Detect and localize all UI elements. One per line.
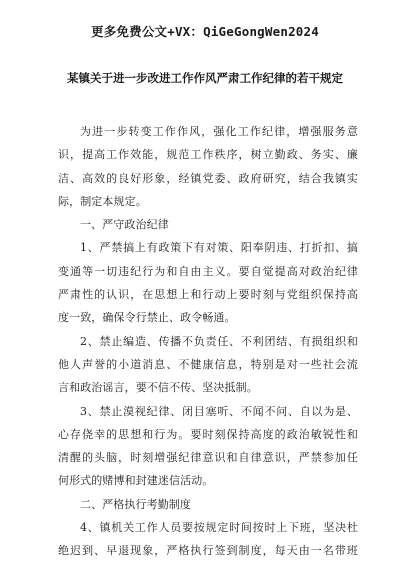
section-heading — [58, 213, 358, 236]
text-line: 二、严格执行考勤制度 — [80, 497, 191, 511]
text-line: 他人声誉的小道消息、不健康信息，特别是对一些社会流 — [58, 357, 358, 371]
text-line: 绝迟到、早退现象，严格执行签到制度，每天由一名带班 — [58, 544, 358, 558]
text-line: 一、严守政治纪律 — [80, 218, 169, 232]
promo-banner: 更多免费公文+VX：QiGeGongWen2024 — [91, 24, 319, 39]
section-heading — [58, 493, 358, 516]
paragraph — [58, 120, 358, 213]
text-line: 3、禁止漠视纪律、闭目塞听、不闻不问、自以为是、 — [80, 404, 358, 418]
paragraph — [58, 400, 358, 493]
text-line: 度一致，确保令行禁止、政令畅通。 — [58, 311, 236, 325]
text-line: 清醒的头脑，时刻增强纪律意识和自律意识，严禁参加任 — [58, 451, 358, 465]
text-line: 严肃性的认识，在思想上和行动上要时刻与党组织保持高 — [58, 288, 358, 302]
paragraph — [58, 236, 358, 329]
document-body — [58, 120, 358, 563]
text-line: 4、镇机关工作人员要按规定时间按时上下班，坚决杜 — [80, 521, 358, 535]
paragraph — [58, 516, 358, 563]
text-line: 何形式的赌博和封建迷信活动。 — [58, 474, 214, 488]
text-line: 际，制定本规定。 — [58, 194, 147, 208]
text-line: 1、严禁搞上有政策下有对策、阳奉阴违、打折扣、搞 — [80, 241, 358, 255]
paragraph — [58, 330, 358, 400]
document-title: 某镇关于进一步改进工作作风严肃工作纪律的若干规定 — [67, 71, 343, 85]
text-line: 变通等一切违纪行为和自由主义。要自觉提高对政治纪律 — [58, 264, 358, 278]
text-line: 洁、高效的良好形象，经镇党委、政府研究，结合我镇实 — [58, 171, 358, 185]
text-line: 识，提高工作效能，规范工作秩序，树立勤政、务实、廉 — [58, 148, 358, 162]
text-line: 为进一步转变工作作风，强化工作纪律，增强服务意 — [80, 125, 358, 138]
text-line: 2、禁止编造、传播不负责任、不利团结、有损组织和 — [80, 334, 358, 348]
text-line: 言和政治谣言，要不信不传、坚决抵制。 — [58, 381, 258, 395]
text-line: 心存侥幸的思想和行为。要时刻保持高度的政治敏锐性和 — [58, 427, 358, 441]
